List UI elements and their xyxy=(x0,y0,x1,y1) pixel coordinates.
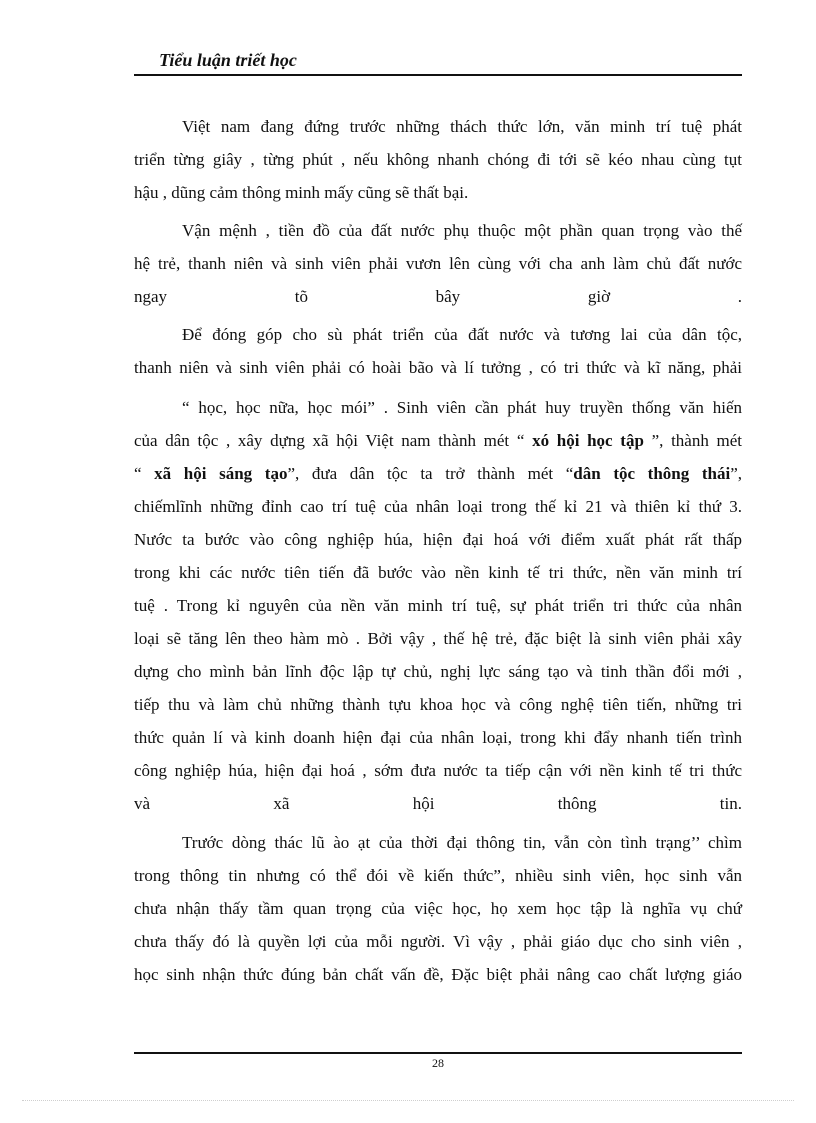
word: bây xyxy=(435,287,461,306)
text-run: ”, xyxy=(730,464,742,483)
word: tin. xyxy=(719,794,742,813)
paragraph-line: Nước ta bước vào công nghiệp húa, hiện đại hoá với điểm xuất phát rất thấp xyxy=(134,530,742,549)
word: và xyxy=(134,794,151,813)
paragraph-line: hậu , dũng cảm thông minh mấy cũng sẽ thất bại. xyxy=(134,183,469,202)
footer-rule xyxy=(134,1052,742,1054)
paragraph-line: chiếmlĩnh những đỉnh cao trí tuệ của nhân loại trong thế kỉ 21 và thiên kỉ thứ 3. xyxy=(134,497,742,516)
paragraph-line: loại sẽ tăng lên theo hàm mò . Bởi vậy , thế hệ trẻ, đặc biệt là sinh viên phải xây xyxy=(134,629,742,648)
bold-phrase: xã hội sáng tạo xyxy=(154,464,288,483)
bold-phrase: dân tộc thông thái xyxy=(573,464,731,483)
paragraph-line xyxy=(134,793,742,815)
paragraph-line: trong thông tin nhưng có thể đói về kiến thức”, nhiều sinh viên, học sinh vẫn xyxy=(134,866,742,885)
word: thông xyxy=(557,794,597,813)
paragraph-line: Để đóng góp cho sù phát triển của đất nước và tương lai của dân tộc, xyxy=(182,325,742,344)
paragraph-line xyxy=(134,463,742,485)
word: giờ xyxy=(587,287,611,306)
paragraph-line: “ học, học nữa, học mói” . Sinh viên cần phát huy truyền thống văn hiến xyxy=(182,398,742,417)
paragraph-line: thức quản lí và kinh doanh hiện đại của nhân loại, trong khi đẩy nhanh tiến trình xyxy=(134,728,742,747)
paragraph-line: triển từng giây , từng phút , nếu không nhanh chóng đi tới sẽ kéo nhau cùng tụt xyxy=(134,150,742,169)
paragraph-line: tiếp thu và làm chủ những thành tựu khoa học và công nghệ tiên tiến, những tri xyxy=(134,695,742,714)
text-run: ”, thành mét xyxy=(643,431,743,450)
page-number: 28 xyxy=(432,1056,444,1070)
paragraph-line: chưa thấy đó là quyền lợi của mỗi người. Vì vậy , phải giáo dục cho sinh viên , xyxy=(134,932,742,951)
paragraph-line: công nghiệp húa, hiện đại hoá , sớm đưa nước ta tiếp cận với nền kinh tế tri thức xyxy=(134,761,742,780)
text-run: của dân tộc , xây dựng xã hội Việt nam thành mét “ xyxy=(134,431,533,450)
word: xã xyxy=(273,794,290,813)
word: . xyxy=(737,287,742,306)
bold-phrase: xó hội học tập xyxy=(532,431,644,450)
paragraph-line: thanh niên và sinh viên phải có hoài bão và lí tưởng , có tri thức và kĩ năng, phải xyxy=(134,358,742,377)
paragraph-line: Vận mệnh , tiền đồ của đất nước phụ thuộc một phần quan trọng vào thế xyxy=(182,221,742,240)
paragraph-line xyxy=(134,430,742,452)
text-run: “ xyxy=(134,464,155,483)
paragraph-line: chưa nhận thấy tầm quan trọng của việc học, họ xem học tập là nghĩa vụ chứ xyxy=(134,899,742,918)
page-edge-divider xyxy=(22,1100,794,1101)
paragraph-line: tuệ . Trong kỉ nguyên của nền văn minh trí tuệ, sự phát triển tri thức của nhân xyxy=(134,596,742,615)
paragraph-line xyxy=(134,286,742,308)
word: hội xyxy=(412,794,435,813)
paragraph-line: học sinh nhận thức đúng bản chất vấn đề, Đặc biệt phải nâng cao chất lượng giáo xyxy=(134,965,742,984)
paragraph-line: Trước dòng thác lũ ào ạt của thời đại thông tin, vẫn còn tình trạng’’ chìm xyxy=(182,833,742,852)
header-rule xyxy=(134,74,742,76)
paragraph-line: Việt nam đang đứng trước những thách thức lớn, văn minh trí tuệ phát xyxy=(182,117,742,136)
word: tõ xyxy=(294,287,308,306)
paragraph-line: trong khi các nước tiên tiến đã bước vào nền kinh tế tri thức, nền văn minh trí xyxy=(134,563,742,582)
text-run: ”, đưa dân tộc ta trở thành mét “ xyxy=(287,464,574,483)
document-title: Tiểu luận triết học xyxy=(159,50,297,70)
word: ngay xyxy=(134,287,168,306)
paragraph-line: dựng cho mình bản lĩnh độc lập tự chủ, nghị lực sáng tạo và tinh thần đổi mới , xyxy=(134,662,742,681)
paragraph-line: hệ trẻ, thanh niên và sinh viên phải vươn lên cùng với cha anh làm chủ đất nước xyxy=(134,254,742,273)
